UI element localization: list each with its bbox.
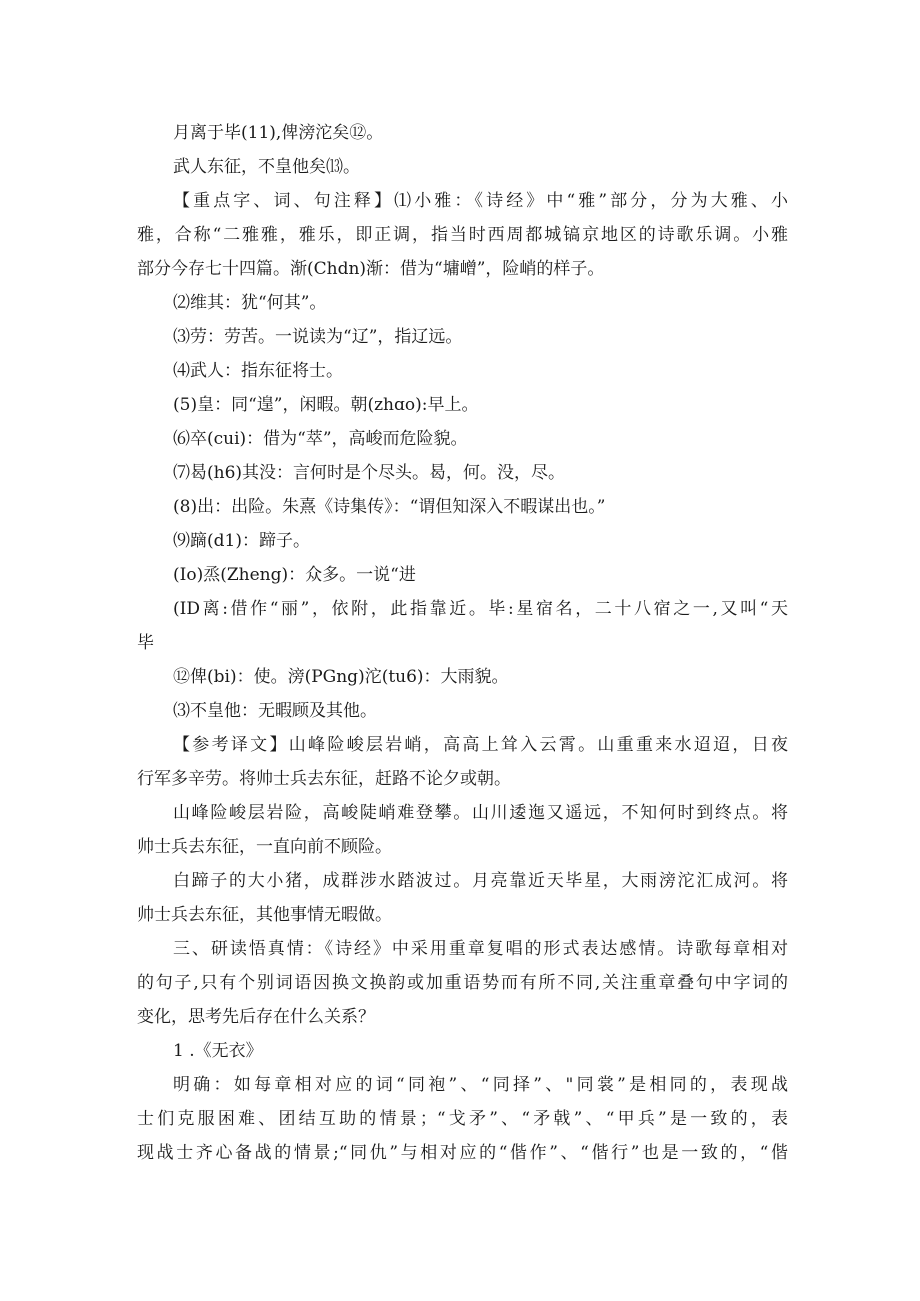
text-line: 帅士兵去东征，一直向前不顾险。: [137, 837, 392, 857]
text-line: 现战士齐心备战的情景;“同仇”与相对应的“偕作”、“偕行”也是一致的，“偕: [137, 1143, 788, 1163]
text-line: ⑺曷(h6)其没：言何时是个尽头。曷，何。没，尽。: [173, 463, 566, 483]
text-line: 变化，思考先后存在什么关系？: [137, 1007, 375, 1027]
text-line: (8)出：出险。朱熹《诗集传》：“谓但知深入不暇谋出也。”: [173, 497, 606, 517]
text-line: 部分今存七十四篇。渐(Chdn)渐：借为“墉嶒”，险峭的样子。: [137, 259, 605, 279]
text-line: 山峰险峻层岩险，高峻陡峭难登攀。山川逶迤又遥远，不知何时到终点。将: [173, 803, 788, 823]
text-line: 雅，合称“二雅雅，雅乐，即正调，指当时西周都城镐京地区的诗歌乐调。小雅: [137, 225, 788, 245]
text-line: 【重点字、词、句注释】⑴小雅：《诗经》中“雅”部分，分为大雅、小: [173, 191, 788, 211]
text-line: ⑷武人：指东征将士。: [173, 361, 343, 381]
text-line: 三、研读悟真情：《诗经》中采用重章复唱的形式表达感情。诗歌每章相对: [173, 939, 788, 959]
text-line: ⑶不皇他：无暇顾及其他。: [173, 701, 377, 721]
text-line: ⑶劳：劳苦。一说读为“辽”，指辽远。: [173, 327, 463, 347]
text-line: 帅士兵去东征，其他事情无暇做。: [137, 905, 392, 925]
text-line: 行军多辛劳。将帅士兵去东征，赶路不论夕或朝。: [137, 769, 511, 789]
text-line: 白蹄子的大小猪，成群涉水踏波过。月亮靠近天毕星，大雨滂沱汇成河。将: [173, 871, 788, 891]
text-line: (5)皇：同“遑”，闲暇。朝(zhɑo):早上。: [173, 395, 479, 415]
text-line: ⑫俾(bi)：使。滂(PGng)沱(tu6)：大雨貌。: [173, 667, 509, 687]
text-line: 的句子,只有个别词语因换文换韵或加重语势而有所不同,关注重章叠句中字词的: [137, 973, 788, 993]
text-line: 士们克服困难、团结互助的情景；“戈矛”、“矛戟”、“甲兵”是一致的，表: [137, 1109, 788, 1129]
text-line: 毕: [137, 633, 154, 653]
text-line: 明确：如每章相对应的词“同袍”、“同择”、"同裳”是相同的，表现战: [173, 1075, 788, 1095]
text-line: 【参考译文】山峰险峻层岩峭，高高上耸入云霄。山重重来水迢迢，日夜: [173, 735, 788, 755]
text-line: 武人东征，不皇他矣⒀。: [173, 157, 360, 177]
text-line: ⑹卒(cui)：借为“萃”，高峻而危险貌。: [173, 429, 468, 449]
text-line: ⑵维其：犹“何其”。: [173, 293, 327, 313]
text-line: (Io)烝(Zheng)：众多。一说“进: [173, 565, 416, 585]
text-line: 月离于毕(11),俾滂沱矣⑫。: [173, 123, 384, 143]
text-line: ⑼蹢(d1)：蹄子。: [173, 531, 310, 551]
text-line: 1 .《无衣》: [173, 1041, 263, 1061]
document-body: [137, 116, 788, 1170]
text-line: (ID离:借作“丽”，依附，此指靠近。毕:星宿名，二十八宿之一,又叫“天: [173, 599, 788, 619]
